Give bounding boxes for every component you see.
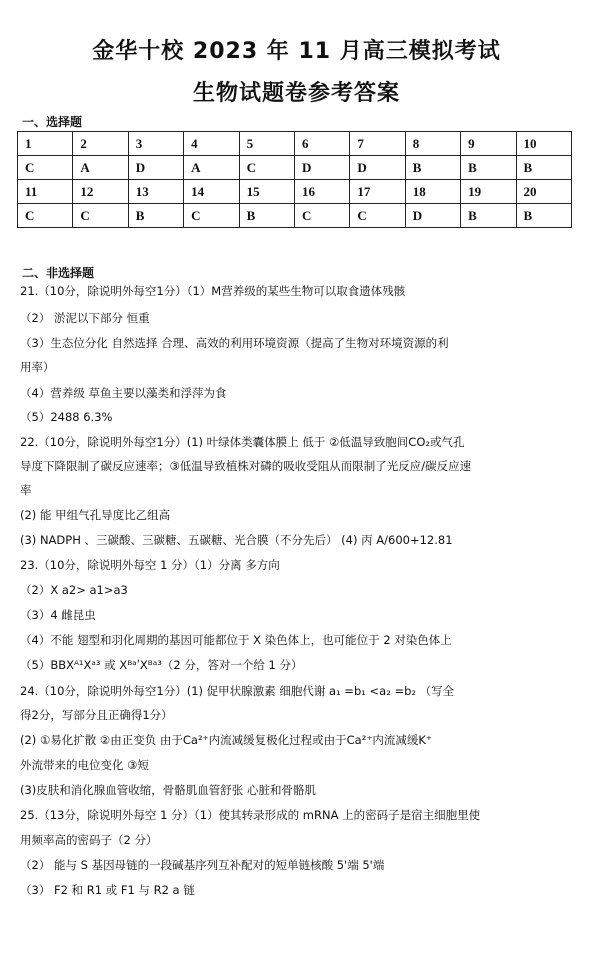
answer-line: （5）2488 6.3% bbox=[20, 410, 113, 424]
table-cell: 1 bbox=[18, 132, 73, 156]
table-cell: C bbox=[18, 204, 73, 228]
answer-line: （3）4 雌昆虫 bbox=[20, 608, 96, 622]
table-cell: B bbox=[461, 204, 516, 228]
table-cell: 11 bbox=[18, 180, 73, 204]
table-cell: 14 bbox=[184, 180, 239, 204]
table-cell: B bbox=[461, 156, 516, 180]
table-cell: 8 bbox=[405, 132, 460, 156]
table-cell: C bbox=[73, 204, 128, 228]
table-cell: D bbox=[405, 204, 460, 228]
table-cell: 16 bbox=[294, 180, 349, 204]
table-cell: C bbox=[184, 204, 239, 228]
table-cell: C bbox=[239, 156, 294, 180]
table-cell: A bbox=[73, 156, 128, 180]
answer-line: （4）不能 翅型和羽化周期的基因可能都位于 X 染色体上，也可能位于 2 对染色体上 bbox=[20, 633, 452, 647]
answer-line: (2) ①易化扩散 ②由正变负 由于Ca²⁺内流减缓复极化过程或由于Ca²⁺内流减缓K⁺ bbox=[20, 733, 432, 747]
page-title: 金华十校 2023 年 11 月高三模拟考试 bbox=[92, 39, 501, 64]
answer-line: 24.（10分，除说明外每空1分）(1) 促甲状腺激素 细胞代谢 a₁ =b₁ <a₂ =b₂ （写全 bbox=[20, 684, 455, 698]
answer-line: 用频率高的密码子（2 分） bbox=[20, 833, 158, 847]
table-cell: D bbox=[128, 156, 183, 180]
section-heading-non-choice: 二、非选择题 bbox=[22, 266, 95, 280]
answer-line: 21.（10分，除说明外每空1分）（1）M营养级的某些生物可以取食遗体残骸 bbox=[20, 284, 406, 298]
answer-line: 25.（13分，除说明外每空 1 分）（1）使其转录形成的 mRNA 上的密码子是宿主细胞里使 bbox=[20, 808, 481, 822]
table-cell: C bbox=[18, 156, 73, 180]
table-cell: 6 bbox=[294, 132, 349, 156]
table-cell: 20 bbox=[516, 180, 571, 204]
answer-line: （5）BBXᴬ¹Xᵃ³ 或 XᴮᵃʹXᴮᵃ³（2 分，答对一个给 1 分） bbox=[20, 658, 303, 672]
table-cell: B bbox=[239, 204, 294, 228]
table-cell: B bbox=[516, 156, 571, 180]
table-cell: D bbox=[294, 156, 349, 180]
answer-line: (2) 能 甲组气孔导度比乙组高 bbox=[20, 508, 171, 522]
answer-line: （3） F2 和 R1 或 F1 与 R2 a 链 bbox=[20, 883, 195, 897]
answer-line: 用率） bbox=[20, 360, 55, 374]
table-cell: 4 bbox=[184, 132, 239, 156]
answer-line: 得2分，写部分且正确得1分） bbox=[20, 708, 173, 722]
table-row bbox=[18, 132, 572, 156]
table-row bbox=[18, 156, 572, 180]
page-subtitle: 生物试题卷参考答案 bbox=[192, 81, 400, 106]
answer-line: （2） 淤泥以下部分 恒重 bbox=[20, 311, 150, 325]
table-cell: 2 bbox=[73, 132, 128, 156]
table-cell: 7 bbox=[350, 132, 405, 156]
answer-line: （3）生态位分化 自然选择 合理、高效的利用环境资源（提高了生物对环境资源的利 bbox=[20, 336, 449, 350]
table-cell: 19 bbox=[461, 180, 516, 204]
table-cell: B bbox=[516, 204, 571, 228]
table-row bbox=[18, 180, 572, 204]
answer-line: (3) NADPH 、三碳酸、三碳糖、五碳糖、光合膜（不分先后） (4) 丙 A/600+12.81 bbox=[20, 533, 453, 547]
section-heading-multiple-choice: 一、选择题 bbox=[22, 115, 83, 129]
answer-table bbox=[17, 131, 572, 228]
table-cell: 10 bbox=[516, 132, 571, 156]
answer-line: （2） 能与 S 基因母链的一段碱基序列互补配对的短单链核酸 5'端 5'端 bbox=[20, 858, 385, 872]
table-cell: C bbox=[350, 204, 405, 228]
answer-line: 率 bbox=[20, 483, 32, 497]
table-cell: B bbox=[128, 204, 183, 228]
table-cell: D bbox=[350, 156, 405, 180]
table-cell: 18 bbox=[405, 180, 460, 204]
answer-line: 22.（10分，除说明外每空1分）(1) 叶绿体类囊体膜上 低于 ②低温导致胞间CO₂或气孔 bbox=[20, 435, 465, 449]
answer-line: （4）营养级 草鱼主要以藻类和浮萍为食 bbox=[20, 386, 227, 400]
answer-line: (3)皮肤和消化腺血管收缩，骨骼肌血管舒张 心脏和骨骼肌 bbox=[20, 783, 316, 797]
table-cell: 12 bbox=[73, 180, 128, 204]
table-cell: C bbox=[294, 204, 349, 228]
answer-line: （2）X a2> a1>a3 bbox=[20, 583, 128, 597]
table-cell: B bbox=[405, 156, 460, 180]
table-cell: A bbox=[184, 156, 239, 180]
table-cell: 9 bbox=[461, 132, 516, 156]
table-cell: 15 bbox=[239, 180, 294, 204]
answer-line: 导度下降限制了碳反应速率；③低温导致植株对磷的吸收受阻从而限制了光反应/碳反应速 bbox=[20, 459, 472, 473]
answer-line: 外流带来的电位变化 ③短 bbox=[20, 758, 149, 772]
table-row bbox=[18, 204, 572, 228]
table-cell: 3 bbox=[128, 132, 183, 156]
table-cell: 13 bbox=[128, 180, 183, 204]
table-cell: 17 bbox=[350, 180, 405, 204]
table-cell: 5 bbox=[239, 132, 294, 156]
answer-line: 23.（10分，除说明外每空 1 分）（1）分离 多方向 bbox=[20, 558, 280, 572]
